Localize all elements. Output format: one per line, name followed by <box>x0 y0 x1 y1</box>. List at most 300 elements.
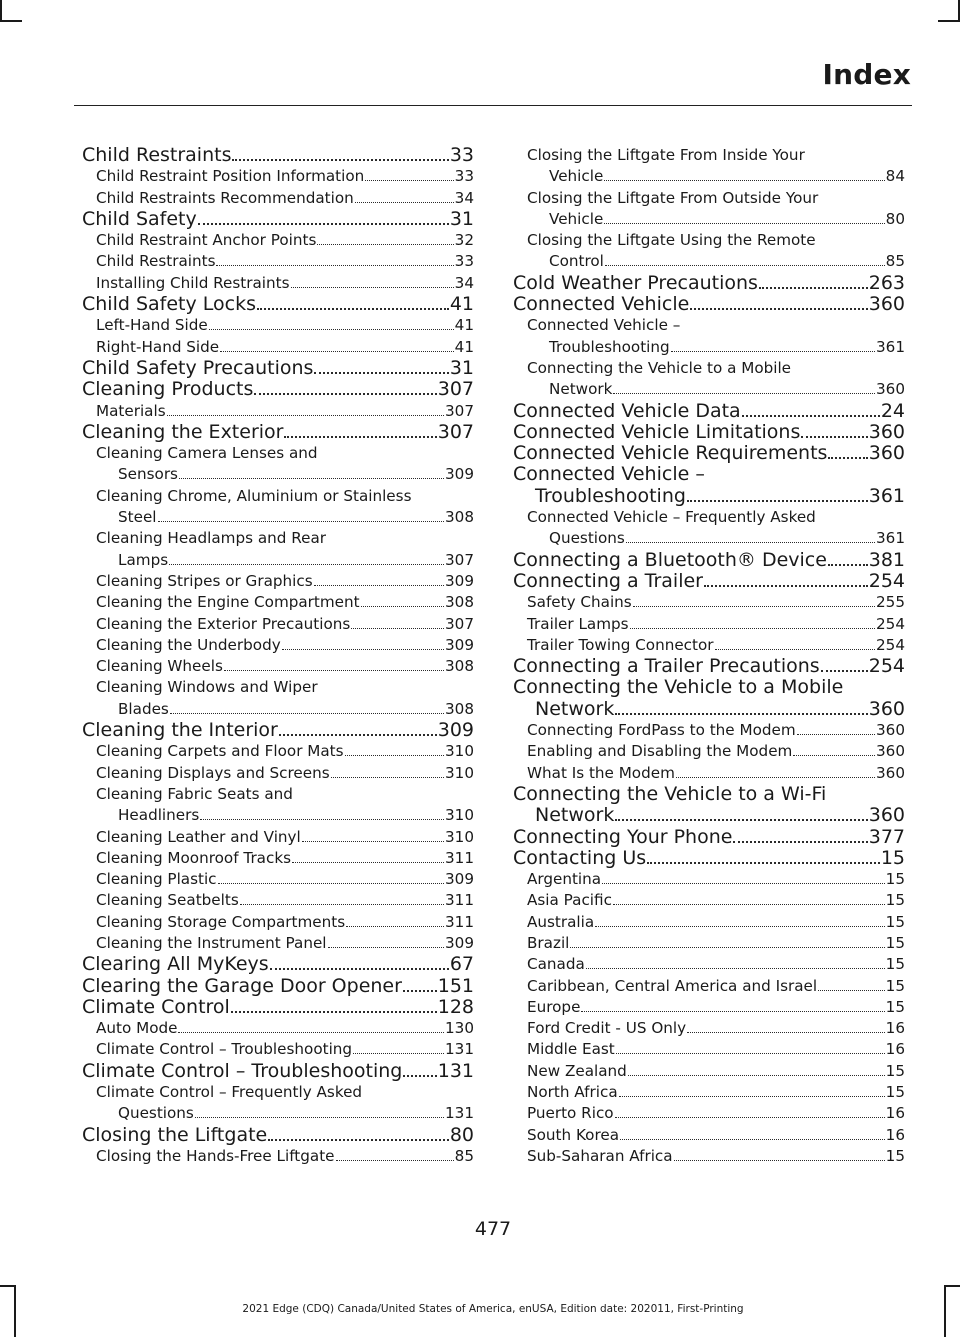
leader-dots <box>331 777 444 778</box>
entry-page-number: 377 <box>868 825 905 848</box>
entry-page-number: 15 <box>885 933 905 952</box>
leader-dots <box>687 1032 885 1033</box>
entry-label: Child Restraint Anchor Points <box>96 231 317 250</box>
index-subentry <box>513 1146 905 1167</box>
index-subentry <box>527 337 905 358</box>
index-subentry-wrapped <box>82 677 474 720</box>
leader-dots <box>167 415 444 416</box>
leader-dots <box>801 436 867 438</box>
entry-page-number: 307 <box>437 420 474 443</box>
entry-label: Connected Vehicle Data <box>513 399 741 422</box>
index-subentry <box>513 997 905 1018</box>
index-entry <box>513 273 905 294</box>
index-subentry <box>513 763 905 784</box>
index-entry <box>513 422 905 443</box>
crop-mark-bottom-right-h <box>944 1285 960 1287</box>
index-subentry <box>513 614 905 635</box>
index-subentry-wrapped <box>82 528 474 571</box>
index-subentry <box>82 273 474 294</box>
index-subentry <box>82 890 474 911</box>
leader-dots <box>828 564 868 566</box>
index-entry <box>513 827 905 848</box>
leader-dots <box>270 968 449 970</box>
leader-dots <box>158 521 444 522</box>
index-column-right <box>513 145 905 1167</box>
entry-label: Cleaning the Engine Compartment <box>96 593 360 612</box>
index-entry <box>513 550 905 571</box>
index-entry <box>82 379 474 400</box>
index-subentry <box>513 933 905 954</box>
index-entry <box>82 1125 474 1146</box>
index-subentry <box>96 805 474 826</box>
entry-page-number: 307 <box>437 378 474 401</box>
entry-label: Europe <box>527 997 581 1016</box>
index-subentry <box>82 1018 474 1039</box>
leader-dots <box>630 628 875 629</box>
entry-label: Connected Vehicle <box>513 293 690 316</box>
leader-dots <box>224 670 444 671</box>
entry-page-number: 254 <box>876 635 905 654</box>
index-subentry <box>82 912 474 933</box>
leader-dots <box>200 819 444 820</box>
index-subentry <box>96 1103 474 1124</box>
entry-label-line1: Connected Vehicle – <box>513 463 705 486</box>
index-subentry <box>513 976 905 997</box>
entry-page-number: 31 <box>449 207 474 230</box>
index-subentry <box>82 741 474 762</box>
entry-label: Cleaning Stripes or Graphics <box>96 571 313 590</box>
index-entry <box>82 997 474 1018</box>
index-entry <box>82 720 474 741</box>
entry-label-line1: Connected Vehicle – <box>527 316 681 335</box>
entry-page-number: 309 <box>445 465 474 484</box>
entry-page-number: 309 <box>445 933 474 952</box>
entry-label: Cleaning Products <box>82 378 254 401</box>
leader-dots <box>613 393 875 394</box>
index-subentry <box>513 720 905 741</box>
index-subentry <box>82 1146 474 1167</box>
index-subentry <box>96 550 474 571</box>
leader-dots <box>216 265 453 266</box>
index-subentry <box>513 635 905 656</box>
entry-label: Vehicle <box>549 167 604 186</box>
entry-label-line1: Connecting the Vehicle to a Mobile <box>527 358 792 377</box>
entry-label: Connected Vehicle Requirements <box>513 442 828 465</box>
crop-mark-top-right-h <box>938 20 960 22</box>
index-subentry <box>82 827 474 848</box>
entry-page-number: 128 <box>437 995 474 1018</box>
index-subentry <box>82 763 474 784</box>
index-subentry <box>513 741 905 762</box>
entry-page-number: 41 <box>454 316 474 335</box>
index-subentry <box>82 251 474 272</box>
leader-dots <box>818 990 885 991</box>
entry-label: Argentina <box>527 870 602 889</box>
entry-label: Cleaning the Exterior <box>82 420 284 443</box>
entry-label: Enabling and Disabling the Modem <box>527 742 793 761</box>
leader-dots <box>268 1139 449 1141</box>
index-entry <box>513 401 905 422</box>
entry-label: Middle East <box>527 1040 615 1059</box>
entry-label-line1: Cleaning Chrome, Aluminium or Stainless <box>96 486 412 505</box>
entry-label-line1: Connecting the Vehicle to a Wi-Fi <box>513 782 827 805</box>
entry-label: Connected Vehicle Limitations <box>513 420 801 443</box>
leader-dots <box>821 670 868 672</box>
entry-label: Brazil <box>527 933 570 952</box>
entry-label: Installing Child Restraints <box>96 273 290 292</box>
leader-dots <box>570 947 884 948</box>
index-entry-wrapped <box>513 677 905 720</box>
entry-page-number: 16 <box>885 1125 905 1144</box>
leader-dots <box>674 1160 885 1161</box>
index-subentry <box>513 1039 905 1060</box>
entry-page-number: 360 <box>868 442 905 465</box>
entry-page-number: 307 <box>445 401 474 420</box>
leader-dots <box>198 223 449 225</box>
entry-label: Cleaning Wheels <box>96 657 223 676</box>
index-entry-wrapped <box>513 784 905 827</box>
entry-page-number: 309 <box>445 571 474 590</box>
leader-dots <box>209 329 454 330</box>
entry-page-number: 360 <box>868 697 905 720</box>
index-subentry <box>82 230 474 251</box>
entry-page-number: 310 <box>445 827 474 846</box>
leader-dots <box>581 1011 884 1012</box>
entry-label: Cleaning Moonroof Tracks <box>96 848 292 867</box>
entry-page-number: 311 <box>445 912 474 931</box>
entry-page-number: 41 <box>454 337 474 356</box>
entry-label: Questions <box>549 529 625 548</box>
index-subentry <box>82 315 474 336</box>
entry-page-number: 310 <box>445 806 474 825</box>
leader-dots <box>345 755 444 756</box>
entry-page-number: 33 <box>454 252 474 271</box>
index-subentry <box>513 1061 905 1082</box>
index-subentry-wrapped <box>513 145 905 188</box>
index-entry <box>82 976 474 997</box>
leader-dots <box>170 713 444 714</box>
footer-edition-text: 2021 Edge (CDQ) Canada/United States of America, enUSA, Edition date: 202011, First-Printing <box>242 1303 744 1315</box>
leader-dots <box>169 564 444 565</box>
index-subentry <box>527 379 905 400</box>
index-entry <box>82 954 474 975</box>
entry-label: North Africa <box>527 1083 618 1102</box>
entry-page-number: 361 <box>868 484 905 507</box>
entry-page-number: 310 <box>445 742 474 761</box>
entry-page-number: 360 <box>876 380 905 399</box>
entry-label: Connecting FordPass to the Modem <box>527 721 796 740</box>
entry-page-number: 15 <box>885 976 905 995</box>
leader-dots <box>715 649 875 650</box>
leader-dots <box>604 223 884 224</box>
leader-dots <box>615 713 867 715</box>
entry-page-number: 360 <box>868 293 905 316</box>
leader-dots <box>220 351 454 352</box>
entry-label: Network <box>535 697 615 720</box>
index-subentry <box>513 869 905 890</box>
index-entry <box>82 358 474 379</box>
entry-label: Control <box>549 252 604 271</box>
leader-dots <box>178 1032 444 1033</box>
entry-page-number: 307 <box>445 550 474 569</box>
index-subentry <box>513 1018 905 1039</box>
entry-label: Right-Hand Side <box>96 337 220 356</box>
index-subentry <box>82 166 474 187</box>
leader-dots <box>626 542 875 543</box>
entry-label: Left-Hand Side <box>96 316 208 335</box>
leader-dots <box>279 734 437 736</box>
index-entry <box>513 699 905 720</box>
entry-page-number: 16 <box>885 1019 905 1038</box>
entry-page-number: 16 <box>885 1104 905 1123</box>
entry-page-number: 310 <box>445 763 474 782</box>
entry-label: Puerto Rico <box>527 1104 614 1123</box>
leader-dots <box>240 904 444 905</box>
entry-label: Headliners <box>118 806 200 825</box>
entry-page-number: 308 <box>445 699 474 718</box>
index-subentry <box>82 188 474 209</box>
leader-dots <box>195 1117 444 1118</box>
leader-dots <box>793 755 875 756</box>
leader-dots <box>403 1075 436 1077</box>
entry-label: Cold Weather Precautions <box>513 271 758 294</box>
entry-page-number: 131 <box>445 1040 474 1059</box>
leader-dots <box>742 415 880 417</box>
entry-label: Questions <box>118 1104 194 1123</box>
entry-label: Network <box>549 380 613 399</box>
entry-label: Sensors <box>118 465 178 484</box>
entry-page-number: 308 <box>445 657 474 676</box>
entry-label: Blades <box>118 699 169 718</box>
leader-dots <box>633 606 875 607</box>
entry-label: Cleaning the Underbody <box>96 635 281 654</box>
index-entry <box>82 422 474 443</box>
leader-dots <box>365 180 453 181</box>
leader-dots <box>615 1117 885 1118</box>
index-subentry <box>96 464 474 485</box>
entry-label: Auto Mode <box>96 1019 178 1038</box>
entry-page-number: 360 <box>876 721 905 740</box>
leader-dots <box>759 287 868 289</box>
leader-dots <box>355 202 454 203</box>
crop-mark-bottom-left-h <box>0 1285 16 1287</box>
leader-dots <box>284 436 436 438</box>
entry-label: Ford Credit - US Only <box>527 1019 687 1038</box>
entry-page-number: 308 <box>445 508 474 527</box>
leader-dots <box>605 265 885 266</box>
index-entry <box>513 656 905 677</box>
entry-page-number: 85 <box>885 252 905 271</box>
entry-label: Caribbean, Central America and Israel <box>527 976 818 995</box>
entry-label: Materials <box>96 401 166 420</box>
leader-dots <box>671 351 875 352</box>
crop-mark-top-left <box>0 0 2 22</box>
entry-label: Climate Control – Troubleshooting <box>96 1040 353 1059</box>
index-entry <box>82 294 474 315</box>
entry-label: Asia Pacific <box>527 891 612 910</box>
leader-dots <box>254 393 436 395</box>
index-subentry <box>82 337 474 358</box>
entry-label-line1: Climate Control – Frequently Asked <box>96 1083 363 1102</box>
leader-dots <box>586 968 885 969</box>
leader-dots <box>704 585 868 587</box>
entry-label: Child Restraints <box>96 252 216 271</box>
leader-dots <box>179 478 444 479</box>
entry-label-line1: Cleaning Headlamps and Rear <box>96 529 326 548</box>
entry-page-number: 131 <box>437 1059 474 1082</box>
leader-dots <box>328 947 444 948</box>
leader-dots <box>231 1011 437 1013</box>
entry-label: Steel <box>118 508 157 527</box>
index-subentry <box>82 656 474 677</box>
entry-page-number: 85 <box>454 1146 474 1165</box>
entry-page-number: 311 <box>445 891 474 910</box>
index-subentry <box>96 699 474 720</box>
index-subentry <box>82 592 474 613</box>
leader-dots <box>257 308 449 310</box>
entry-label: Child Restraints Recommendation <box>96 188 354 207</box>
entry-page-number: 67 <box>449 953 474 976</box>
entry-label: Child Safety Locks <box>82 293 257 316</box>
entry-page-number: 84 <box>885 167 905 186</box>
entry-page-number: 15 <box>885 1083 905 1102</box>
index-subentry-wrapped <box>513 188 905 231</box>
index-subentry <box>513 1103 905 1124</box>
entry-label: Safety Chains <box>527 593 632 612</box>
entry-page-number: 255 <box>876 593 905 612</box>
leader-dots <box>232 159 448 161</box>
index-subentry-wrapped <box>82 443 474 486</box>
entry-label-line1: Closing the Liftgate From Inside Your <box>527 146 805 164</box>
entry-page-number: 131 <box>445 1104 474 1123</box>
leader-dots <box>828 457 867 459</box>
leader-dots <box>620 1139 885 1140</box>
entry-label: Troubleshooting <box>549 337 670 356</box>
entry-label: Closing the Liftgate <box>82 1123 268 1146</box>
entry-label: Cleaning the Exterior Precautions <box>96 614 351 633</box>
entry-label: Closing the Hands-Free Liftgate <box>96 1146 335 1165</box>
entry-label: Sub-Saharan Africa <box>527 1146 673 1165</box>
leader-dots <box>314 585 444 586</box>
index-subentry-wrapped <box>82 784 474 827</box>
entry-page-number: 31 <box>449 356 474 379</box>
entry-page-number: 361 <box>876 337 905 356</box>
index-subentry <box>82 848 474 869</box>
index-column-left <box>82 145 474 1167</box>
entry-page-number: 151 <box>437 974 474 997</box>
index-subentry <box>527 166 905 187</box>
leader-dots <box>351 628 444 629</box>
index-entry <box>513 294 905 315</box>
leader-dots <box>291 287 454 288</box>
entry-page-number: 33 <box>449 144 474 166</box>
entry-label: Climate Control – Troubleshooting <box>82 1059 403 1082</box>
entry-label: Clearing the Garage Door Opener <box>82 974 402 997</box>
entry-label: Vehicle <box>549 209 604 228</box>
entry-page-number: 360 <box>868 804 905 827</box>
leader-dots <box>690 308 867 310</box>
entry-label: Cleaning Seatbelts <box>96 891 239 910</box>
leader-dots <box>317 244 453 245</box>
leader-dots <box>282 649 444 650</box>
index-subentry <box>96 507 474 528</box>
entry-label: Lamps <box>118 550 169 569</box>
crop-mark-top-left-h <box>0 20 22 22</box>
leader-dots <box>602 883 885 884</box>
entry-label-line1: Closing the Liftgate Using the Remote <box>527 231 816 250</box>
leader-dots <box>797 734 875 735</box>
entry-page-number: 41 <box>449 293 474 316</box>
entry-label: What Is the Modem <box>527 763 675 782</box>
index-subentry <box>82 571 474 592</box>
index-subentry <box>513 1082 905 1103</box>
entry-page-number: 309 <box>445 870 474 889</box>
entry-page-number: 15 <box>885 912 905 931</box>
entry-page-number: 360 <box>876 742 905 761</box>
entry-page-number: 254 <box>876 614 905 633</box>
leader-dots <box>346 926 444 927</box>
index-entry <box>513 571 905 592</box>
index-subentry <box>82 635 474 656</box>
entry-label: Connecting Your Phone <box>513 825 733 848</box>
leader-dots <box>292 862 444 863</box>
entry-label: Connecting a Trailer <box>513 569 703 592</box>
index-entry <box>82 209 474 230</box>
entry-label: Child Restraint Position Information <box>96 167 365 186</box>
entry-label: Child Restraints <box>82 144 232 166</box>
entry-page-number: 360 <box>876 763 905 782</box>
entry-label: Cleaning Storage Compartments <box>96 912 346 931</box>
entry-page-number: 15 <box>885 997 905 1016</box>
entry-label-line1: Cleaning Fabric Seats and <box>96 784 293 803</box>
index-subentry <box>513 1125 905 1146</box>
index-subentry <box>513 954 905 975</box>
leader-dots <box>218 883 444 884</box>
entry-label: Troubleshooting <box>535 484 686 507</box>
entry-label: Cleaning Leather and Vinyl <box>96 827 301 846</box>
entry-page-number: 15 <box>885 1146 905 1165</box>
entry-page-number: 33 <box>454 167 474 186</box>
index-subentry <box>527 528 905 549</box>
index-subentry <box>513 912 905 933</box>
entry-label: Trailer Towing Connector <box>527 635 714 654</box>
index-subentry <box>527 209 905 230</box>
entry-label-line1: Connected Vehicle – Frequently Asked <box>527 508 816 527</box>
leader-dots <box>619 1096 885 1097</box>
entry-page-number: 34 <box>454 273 474 292</box>
index-subentry-wrapped <box>513 230 905 273</box>
entry-label: Cleaning Plastic <box>96 870 217 889</box>
entry-page-number: 361 <box>876 529 905 548</box>
leader-dots <box>353 1053 444 1054</box>
leader-dots <box>314 372 448 374</box>
entry-page-number: 15 <box>885 1061 905 1080</box>
entry-label: Connecting a Bluetooth® Device <box>513 548 827 571</box>
entry-label: Australia <box>527 912 595 931</box>
entry-page-number: 32 <box>454 231 474 250</box>
index-entry-wrapped <box>513 464 905 507</box>
entry-page-number: 80 <box>449 1123 474 1146</box>
entry-page-number: 130 <box>445 1019 474 1038</box>
entry-label: Cleaning the Interior <box>82 719 278 742</box>
leader-dots <box>647 862 880 864</box>
entry-label: Cleaning Displays and Screens <box>96 763 330 782</box>
entry-page-number: 307 <box>445 614 474 633</box>
index-entry <box>513 486 905 507</box>
entry-label: Contacting Us <box>513 846 647 869</box>
leader-dots <box>604 180 884 181</box>
entry-page-number: 15 <box>885 891 905 910</box>
